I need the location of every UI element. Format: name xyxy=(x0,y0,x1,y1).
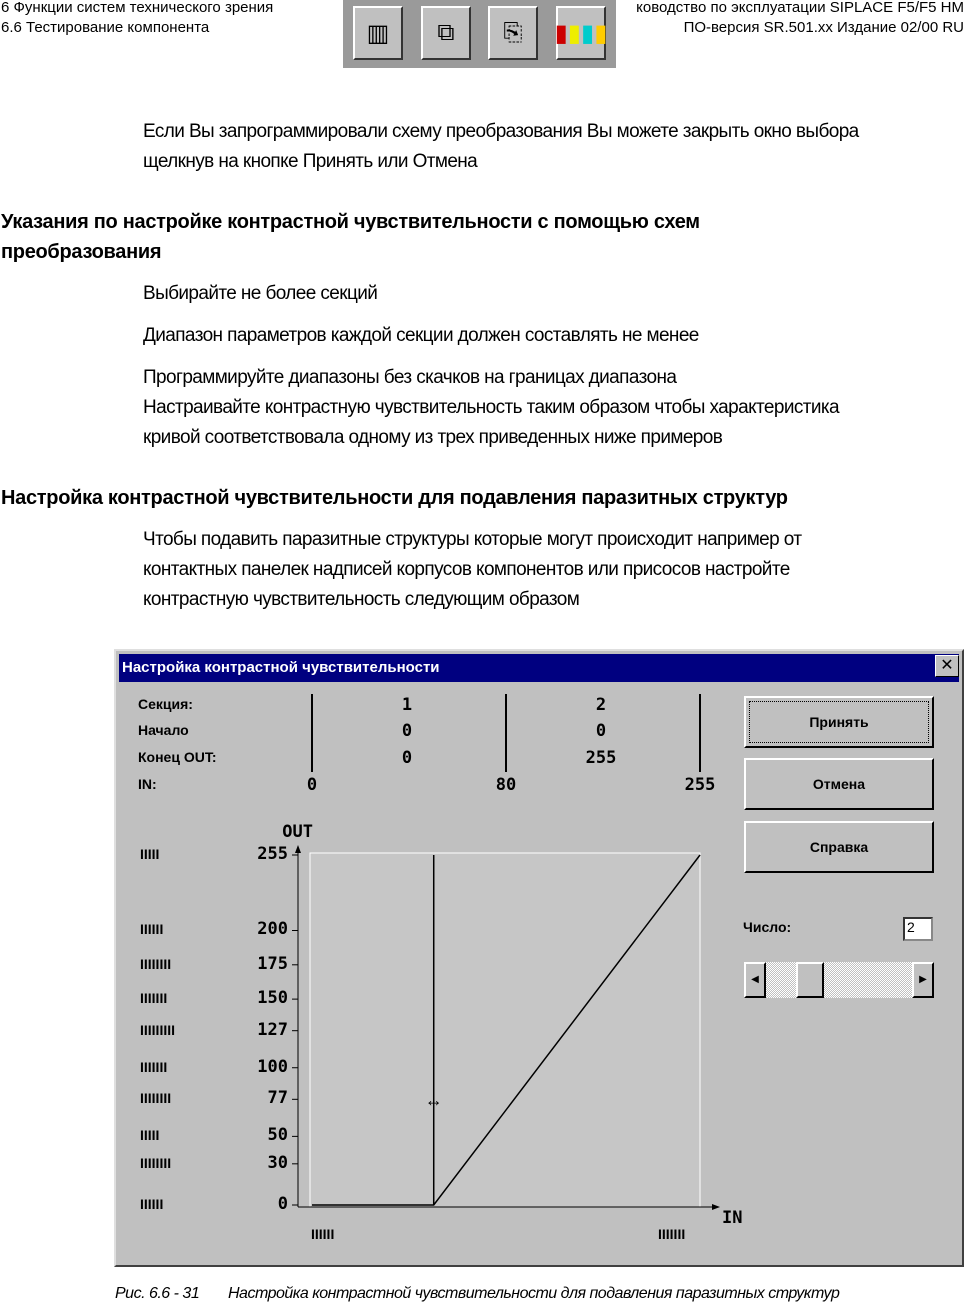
paragraph: кривой соответствовала одному из трех приведенных ниже примеров xyxy=(143,427,723,448)
paragraph: Если Вы запрограммировали схему преобразования Вы можете закрыть окно выбора xyxy=(143,121,859,142)
y-tick-label: 200 xyxy=(257,919,288,940)
sequence-icon[interactable]: ▥ xyxy=(353,6,403,60)
heading: Указания по настройке контрастной чувствительности с помощью схем xyxy=(1,211,700,233)
y-tick-label: 0 xyxy=(277,1194,288,1214)
transfer-chart xyxy=(116,651,962,1265)
section-start: 0 xyxy=(595,721,607,741)
figure-number: Рис. 6.6 - 31 xyxy=(115,1285,200,1302)
x-axis-arrow-icon xyxy=(712,1204,720,1210)
section-number: 2 xyxy=(595,695,607,715)
paragraph: Выбирайте не более секций xyxy=(143,283,378,304)
cancel-button[interactable]: Отмена xyxy=(744,758,934,810)
section-label: Секция: xyxy=(138,696,193,712)
manual-title: ководство по эксплуатации SIPLACE F5/F5 HM xyxy=(636,0,964,16)
gray-level-bar: IIIIIIIII xyxy=(140,1021,176,1038)
y-tick-label: 50 xyxy=(267,1125,288,1146)
gray-level-bar: IIIIIIII xyxy=(140,1090,172,1107)
plot-area xyxy=(310,853,700,1207)
figure-caption: Настройка контрастной чувствительности для подавления паразитных структур xyxy=(228,1285,840,1302)
dialog-title: Настройка контрастной чувствительности xyxy=(119,654,959,682)
books-icon[interactable]: ▮ ▮ ▮ ▮ xyxy=(556,6,606,60)
in-bound: 80 xyxy=(495,775,517,795)
paragraph: Настраивайте контрастную чувствительность таким образом чтобы характеристика xyxy=(143,397,839,418)
section-end: 255 xyxy=(585,748,617,768)
x-gray-bar: IIIIII xyxy=(311,1226,335,1242)
paragraph: щелкнув на кнопке Принять или Отмена xyxy=(143,151,478,172)
y-tick-label: 30 xyxy=(267,1152,288,1173)
paragraph: контактных панелек надписей корпусов компонентов или присосов настройте xyxy=(143,559,790,580)
gray-level-bar: IIIIIII xyxy=(140,990,168,1007)
paragraph: Диапазон параметров каждой секции должен составлять не менее xyxy=(143,325,699,346)
heading: Настройка контрастной чувствительности для подавления паразитных структур xyxy=(1,487,788,509)
scroll-left-icon[interactable]: ◀ xyxy=(744,962,766,998)
gray-level-bar: IIIIIIII xyxy=(140,1154,172,1171)
in-axis-label: IN xyxy=(722,1208,743,1228)
out-axis-label: OUT xyxy=(282,822,313,842)
scroll-right-icon[interactable]: ▶ xyxy=(912,962,934,998)
toolbar xyxy=(343,0,616,68)
gray-level-bar: IIIII xyxy=(140,846,160,862)
section-number: 1 xyxy=(401,695,413,715)
section-title: 6.6 Тестирование компонента xyxy=(1,19,210,36)
count-input[interactable]: 2 xyxy=(903,917,933,941)
resize-cursor-icon: ↔ xyxy=(424,1090,443,1110)
ok-button[interactable]: Принять xyxy=(744,696,934,748)
end-label: Конец OUT: xyxy=(138,749,217,765)
gray-level-bar: IIIIII xyxy=(140,1196,164,1212)
close-button[interactable]: ✕ xyxy=(935,655,959,677)
gray-level-bar: IIIIIII xyxy=(140,1058,168,1075)
pages-icon[interactable]: ⧉ xyxy=(421,6,471,60)
y-axis-arrow-icon xyxy=(295,845,301,853)
copy-icon[interactable]: ⎘ xyxy=(488,6,538,60)
paragraph: Чтобы подавить паразитные структуры которые могут происходит например от xyxy=(143,529,802,550)
section-start: 0 xyxy=(401,721,413,741)
paragraph: контрастную чувствительность следующим образом xyxy=(143,589,580,610)
y-tick-label: 100 xyxy=(257,1056,288,1077)
start-label: Начало xyxy=(138,722,189,738)
y-tick-label: 255 xyxy=(257,844,288,864)
in-label: IN: xyxy=(138,776,157,792)
chapter-title: 6 Функции систем технического зрения xyxy=(1,0,274,16)
contrast-dialog xyxy=(114,649,964,1267)
count-label: Число: xyxy=(743,919,792,935)
paragraph: Программируйте диапазоны без скачков на границах диапазона xyxy=(143,367,677,388)
in-bound: 255 xyxy=(684,775,716,795)
y-tick-label: 175 xyxy=(257,953,288,974)
help-button[interactable]: Справка xyxy=(744,821,934,873)
heading: преобразования xyxy=(1,241,162,263)
version-info: ПО-версия SR.501.xx Издание 02/00 RU xyxy=(683,19,964,36)
gray-level-bar: IIIIIIII xyxy=(140,955,172,972)
y-tick-label: 127 xyxy=(257,1019,288,1040)
gray-level-bar: IIIII xyxy=(140,1127,160,1144)
y-tick-label: 77 xyxy=(267,1088,288,1109)
section-end: 0 xyxy=(401,748,413,768)
gray-level-bar: IIIIII xyxy=(140,921,164,938)
x-gray-bar: IIIIIII xyxy=(658,1226,686,1242)
y-tick-label: 150 xyxy=(257,988,288,1009)
in-bound: 0 xyxy=(306,775,318,795)
